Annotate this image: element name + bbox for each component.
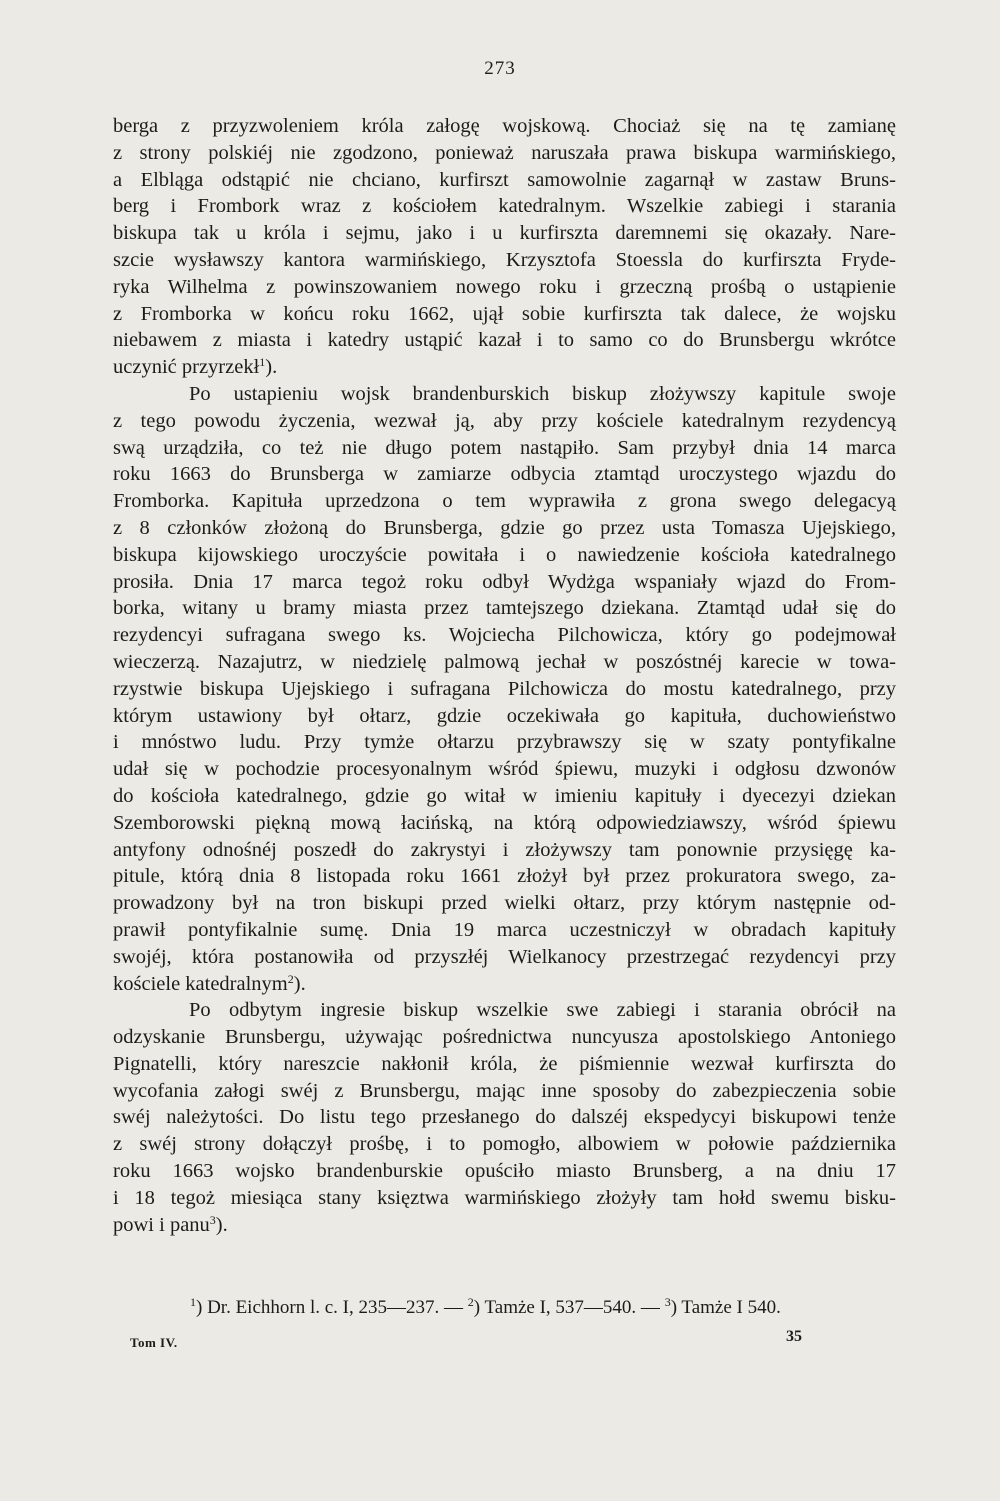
closing-punctuation: ). [215, 1213, 228, 1236]
text-line: do kościoła katedralnego, gdzie go witał w imieniu kapituły i dyecezyi dziekan [113, 784, 896, 807]
text-line: szcie wysławszy kantora warmińskiego, Krzysztofa Stoessla do kurfirszta Fryde- [113, 248, 896, 271]
text-line: biskupa kijowskiego uroczyście powitała i o nawiedzenie kościoła katedralnego [113, 543, 896, 566]
text-line: niebawem z miasta i katedry ustąpić kazał i to samo co do Brunsbergu wkrótce [113, 329, 896, 352]
text-line: Po ustapieniu wojsk brandenburskich biskup złożywszy kapitule swoje [189, 382, 896, 405]
text-line: udał się w pochodzie procesyonalnym wśród śpiewu, muzyki i odgłosu dzwonów [113, 758, 896, 781]
text-line: roku 1663 do Brunsberga w zamiarze odbycia ztamtąd uroczystego wjazdu do [113, 463, 896, 486]
text-line: kościele katedralnym [113, 972, 288, 995]
footnote-ref-1: 1 [259, 355, 266, 370]
text-line: rzystwie biskupa Ujejskiego i sufragana Pilchowicza do mostu katedralnego, przy [113, 677, 896, 700]
text-line: rezydencyi sufragana swego ks. Wojciecha Pilchowicza, który go podejmował [113, 624, 896, 647]
text-line: a Elbląga odstąpić nie chciano, kurfirszt samowolnie zagarnął w zastaw Bruns- [113, 168, 896, 191]
text-line: Po odbytym ingresie biskup wszelkie swe zabiegi i starania obrócił na [189, 999, 896, 1022]
footnote-ref-3: 3 [209, 1212, 216, 1227]
text-line: roku 1663 wojsko brandenburskie opuściło miasto Brunsberg, a na dniu 17 [113, 1160, 896, 1183]
text-line: i 18 tegoż miesiąca stany księztwa warmińskiego złożyły tam hołd swemu bisku- [113, 1186, 896, 1209]
text-line: antyfony odnośnéj poszedł do zakrystyi i złożywszy tam ponownie przysięgę ka- [113, 838, 896, 861]
text-line: swą urządziła, co też nie długo potem nastąpiło. Sam przybył dnia 14 marca [113, 436, 896, 459]
text-line: berg i Frombork wraz z kościołem katedralnym. Wszelkie zabiegi i starania [113, 195, 896, 218]
text-line: Pignatelli, który nareszcie nakłonił króla, że piśmiennie wezwał kurfirszta do [113, 1052, 896, 1075]
text-line: i mnóstwo ludu. Przy tymże ołtarzu przybrawszy się w szaty pontyfikalne [113, 731, 896, 754]
text-line: biskupa tak u króla i sejmu, jako i u kurfirszta daremnemi się okazały. Nare- [113, 222, 896, 245]
volume-mark: Tom IV. [130, 1335, 178, 1350]
footnotes [190, 1297, 905, 1319]
footnote-ref-2: 2 [287, 971, 294, 986]
text-line: prosiła. Dnia 17 marca tegoż roku odbył Wydżga wspaniały wjazd do From- [113, 570, 896, 593]
text-line: ryka Wilhelma z powinszowaniem nowego roku i grzeczną prośbą o ustąpienie [113, 275, 896, 298]
text-line: prawił pontyfikalnie sumę. Dnia 19 marca uczestniczył w obradach kapituły [113, 918, 896, 941]
printer-signature: 35 [786, 1328, 802, 1345]
footnote-mark: 2 [467, 1295, 474, 1309]
text-line: swéj należytości. Do listu tego przesłanego do dalszéj ekspedycyi biskupowi tenże [113, 1106, 896, 1129]
text-line: Szemborowski piękną mową łacińską, na którą odpowiedziawszy, wśród śpiewu [113, 811, 896, 834]
footnote-text: ) Tamże I 540. [670, 1297, 781, 1318]
footnote-3 [665, 1297, 781, 1318]
text-line: odzyskanie Brunsbergu, używając pośrednictwa nuncyusza apostolskiego Antoniego [113, 1026, 896, 1049]
closing-punctuation: ). [293, 972, 306, 995]
text-line: z swéj strony dołączył prośbę, i to pomogło, albowiem w połowie października [113, 1133, 896, 1156]
text-line-with-note [113, 354, 896, 381]
text-line: pitule, którą dnia 8 listopada roku 1661 złożył był przez prokuratora swego, za- [113, 865, 896, 888]
text-line: borka, witany u bramy miasta przez tamtejszego dziekana. Ztamtąd udał się do [113, 597, 896, 620]
text-line: berga z przyzwoleniem króla załogę wojskową. Chociaż się na tę zamianę [113, 115, 896, 137]
body-text [113, 113, 896, 1238]
text-line: uczynić przyrzekł [113, 356, 260, 379]
footnote-mark: 3 [664, 1295, 671, 1309]
text-line: którym ustawiony był ołtarz, gdzie oczekiwała go kapituła, duchowieństwo [113, 704, 896, 727]
text-line: powi i panu [113, 1213, 210, 1236]
footnote-mark: 1 [190, 1295, 196, 1309]
text-line: prowadzony był na tron biskupi przed wielki ołtarz, przy którym następnie od- [113, 892, 896, 915]
text-line: z tego powodu życzenia, wezwał ją, aby przy kościele katedralnym rezydencyą [113, 409, 896, 432]
text-line-with-note [113, 971, 896, 998]
footnote-text: ) Dr. Eichhorn l. c. I, 235—237. — [196, 1297, 468, 1318]
footnote-2 [468, 1297, 665, 1318]
text-line: swojéj, która postanowiła od przyszłéj Wielkanocy przestrzegać rezydencyi przy [113, 945, 896, 968]
text-line: z Fromborka w końcu roku 1662, ujął sobie kurfirszta tak dalece, że wojsku [113, 302, 896, 325]
text-line: wieczerzą. Nazajutrz, w niedzielę palmową jechał w poszóstnéj karecie w towa- [113, 650, 896, 673]
footnote-1 [190, 1297, 468, 1318]
text-line: wycofania załogi swéj z Brunsbergu, mając inne sposoby do zabezpieczenia sobie [113, 1079, 896, 1102]
text-line-with-note [113, 1212, 896, 1239]
page-number: 273 [484, 58, 516, 79]
closing-punctuation: ). [265, 356, 278, 379]
footnote-text: ) Tamże I, 537—540. — [473, 1297, 665, 1318]
text-line: z 8 członków złożoną do Brunsberga, gdzie go przez usta Tomasza Ujejskiego, [113, 516, 896, 539]
text-line: Fromborka. Kapituła uprzedzona o tem wyprawiła z grona swego delegacyą [113, 490, 896, 513]
text-line: z strony polskiéj nie zgodzono, ponieważ naruszała prawa biskupa warmińskiego, [113, 141, 896, 164]
